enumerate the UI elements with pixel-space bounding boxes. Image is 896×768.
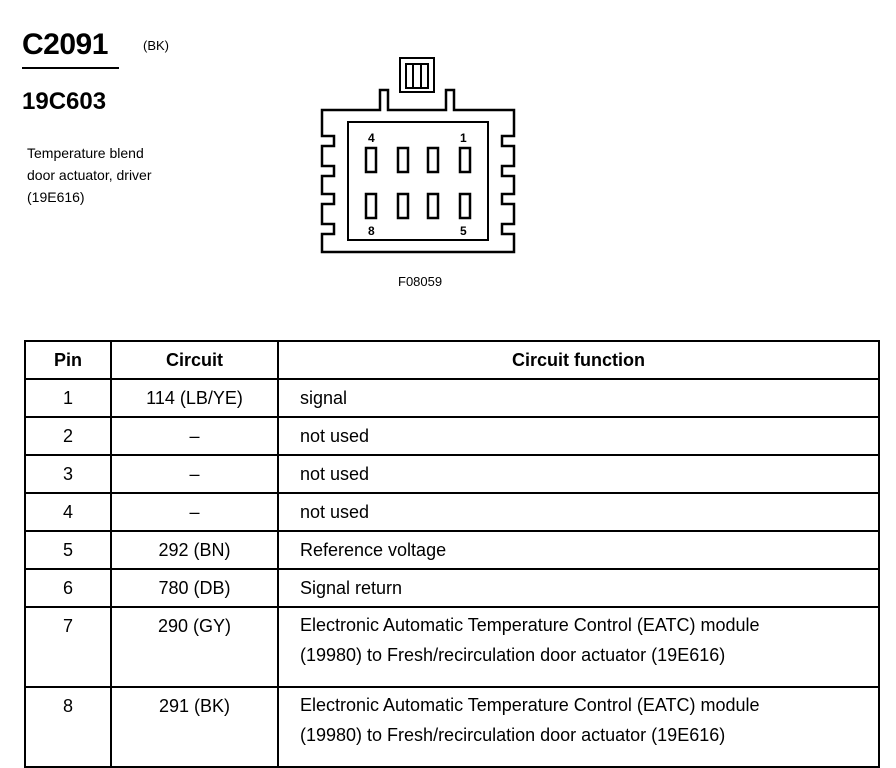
- cell-pin: 1: [25, 379, 111, 417]
- cell-function: [278, 607, 879, 687]
- cell-circuit: 291 (BK): [111, 687, 278, 767]
- function-line: Electronic Automatic Temperature Control (EATC) module: [300, 695, 760, 715]
- header-circuit-function: Circuit function: [278, 341, 879, 379]
- header-pin: Pin: [25, 341, 111, 379]
- connector-description: [27, 142, 227, 208]
- cell-pin: 2: [25, 417, 111, 455]
- table-row: [25, 569, 879, 607]
- cell-pin: 3: [25, 455, 111, 493]
- cell-pin: 6: [25, 569, 111, 607]
- table-row: [25, 607, 879, 687]
- cell-circuit: 780 (DB): [111, 569, 278, 607]
- pin-label-5: 5: [460, 224, 467, 238]
- description-line: door actuator, driver: [27, 167, 152, 183]
- latch-tab: [400, 58, 434, 92]
- function-line: (19980) to Fresh/recirculation door actuator (19E616): [300, 725, 726, 745]
- cell-function: not used: [278, 493, 879, 531]
- cell-function: not used: [278, 417, 879, 455]
- pin-terminals: [366, 148, 470, 218]
- pinout-table: [24, 340, 880, 768]
- table-row: [25, 687, 879, 767]
- cell-circuit: –: [111, 493, 278, 531]
- function-line: (19980) to Fresh/recirculation door actuator (19E616): [300, 645, 726, 665]
- connector-housing: [322, 90, 514, 252]
- cell-pin: 7: [25, 607, 111, 687]
- description-line: (19E616): [27, 189, 85, 205]
- figure-id: F08059: [398, 274, 443, 289]
- cell-pin: 5: [25, 531, 111, 569]
- function-line: Electronic Automatic Temperature Control (EATC) module: [300, 615, 760, 635]
- table-header-row: [25, 341, 879, 379]
- pin-label-4: 4: [368, 131, 375, 145]
- cell-function: signal: [278, 379, 879, 417]
- table-row: [25, 379, 879, 417]
- table-row: [25, 417, 879, 455]
- cell-function: not used: [278, 455, 879, 493]
- table-row: [25, 455, 879, 493]
- table-row: [25, 493, 879, 531]
- cell-pin: 8: [25, 687, 111, 767]
- header-circuit: Circuit: [111, 341, 278, 379]
- connector-id-underline: [22, 67, 119, 69]
- cell-circuit: 292 (BN): [111, 531, 278, 569]
- cell-circuit: 290 (GY): [111, 607, 278, 687]
- connector-face-diagram: [318, 54, 518, 264]
- cell-circuit: –: [111, 455, 278, 493]
- cell-function: [278, 687, 879, 767]
- cell-pin: 4: [25, 493, 111, 531]
- cell-function: Signal return: [278, 569, 879, 607]
- cell-circuit: 114 (LB/YE): [111, 379, 278, 417]
- cell-circuit: –: [111, 417, 278, 455]
- cell-function: Reference voltage: [278, 531, 879, 569]
- pin-label-1: 1: [460, 131, 467, 145]
- connector-color-code: (BK): [143, 38, 169, 53]
- pin-label-8: 8: [368, 224, 375, 238]
- table-row: [25, 531, 879, 569]
- part-number: 19C603: [22, 88, 107, 115]
- connector-id: C2091: [22, 28, 108, 61]
- description-line: Temperature blend: [27, 145, 144, 161]
